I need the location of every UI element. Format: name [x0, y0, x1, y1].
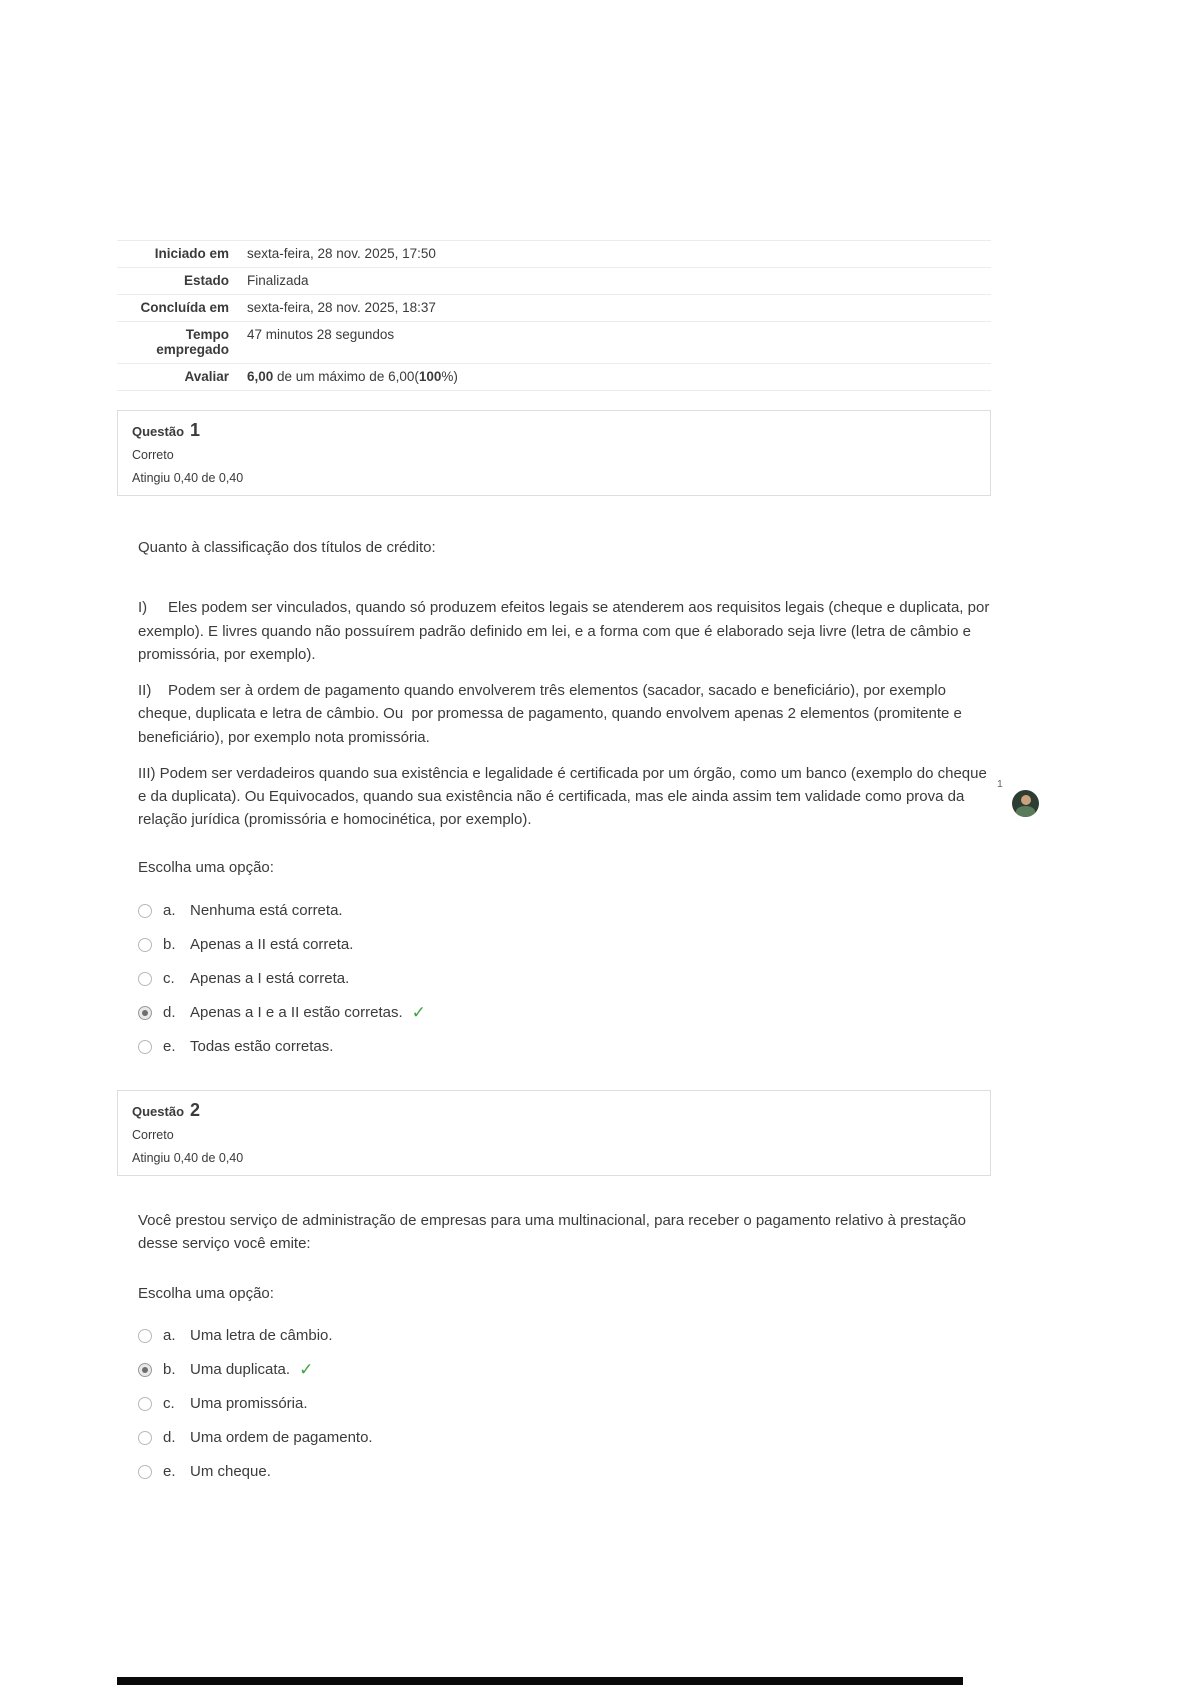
grade-score: 6,00 [247, 369, 274, 384]
option-letter: d. [163, 1004, 176, 1022]
answer-option-e[interactable] [138, 1037, 996, 1057]
radio-button[interactable] [138, 1465, 152, 1479]
option-letter: e. [163, 1038, 176, 1056]
option-letter: c. [163, 970, 175, 988]
avatar-shoulders [1016, 806, 1035, 817]
question-text: Você prestou serviço de administração de empresas para uma multinacional, para receber o pagamento relativo à prestação desse serviço você emite: [138, 1212, 966, 1253]
question-2-body [138, 1209, 996, 1496]
attempt-summary-table [117, 240, 991, 391]
question-item-ii: II) Podem ser à ordem de pagamento quando envolverem três elementos (sacador, sacado e beneficiário), por exemplo cheque, duplicata e letra de câmbio. Ou por promessa de pagamento, quando envolvem apenas 2 elementos (promitente e beneficiário), por exemplo nota promissória. [138, 682, 962, 746]
option-text: Uma promissória. [190, 1395, 308, 1413]
summary-label: Concluída em [117, 295, 247, 322]
option-letter: b. [163, 936, 176, 954]
avatar-head [1021, 795, 1031, 805]
option-text: Uma letra de câmbio. [190, 1327, 333, 1345]
summary-value: sexta-feira, 28 nov. 2025, 18:37 [247, 295, 991, 322]
option-text: Apenas a I está correta. [190, 970, 350, 988]
question-word: Questão [132, 1104, 185, 1119]
notification-count: 1 [997, 778, 1003, 790]
answer-option-e[interactable] [138, 1462, 996, 1482]
summary-row-grade [117, 364, 991, 391]
radio-button[interactable] [138, 1363, 152, 1377]
question-1-info-box [117, 410, 991, 496]
summary-label: Avaliar [117, 364, 247, 391]
option-text: Nenhuma está correta. [190, 902, 343, 920]
answer-option-d[interactable] [138, 1428, 996, 1448]
summary-value: 47 minutos 28 segundos [247, 322, 991, 364]
question-item-i: I) Eles podem ser vinculados, quando só produzem efeitos legais se atenderem aos requisitos legais (cheque e duplicata, por exemplo). E livres quando não possuírem padrão definido em lei, e a forma com que é elaborado seja livre (letra de câmbio e promissória, por exemplo). [138, 599, 990, 663]
radio-button[interactable] [138, 1006, 152, 1020]
summary-label: Estado [117, 268, 247, 295]
grade-percent: 100 [418, 369, 442, 384]
summary-label: Tempo empregado [117, 322, 247, 364]
option-letter: c. [163, 1395, 175, 1413]
user-avatar[interactable] [1012, 790, 1039, 817]
grade-suffix: %) [441, 369, 458, 384]
answer-option-b[interactable] [138, 1360, 996, 1380]
radio-button[interactable] [138, 1329, 152, 1343]
summary-value: sexta-feira, 28 nov. 2025, 17:50 [247, 241, 991, 268]
radio-button[interactable] [138, 1397, 152, 1411]
question-text: Quanto à classificação dos títulos de crédito: [138, 539, 436, 556]
answer-option-c[interactable] [138, 969, 996, 989]
summary-label: Iniciado em [117, 241, 247, 268]
summary-grade-value [247, 364, 991, 391]
option-text: Uma ordem de pagamento. [190, 1429, 373, 1447]
question-status: Correto [132, 448, 174, 462]
summary-value: Finalizada [247, 268, 991, 295]
summary-row-started [117, 241, 991, 268]
correct-check-icon: ✓ [299, 1360, 314, 1380]
grade-middle: de um máximo de 6,00( [273, 369, 419, 384]
answer-option-b[interactable] [138, 935, 996, 955]
question-status: Correto [132, 1128, 174, 1142]
question-number [132, 420, 976, 441]
radio-button[interactable] [138, 938, 152, 952]
option-letter: d. [163, 1429, 176, 1447]
radio-button[interactable] [138, 1431, 152, 1445]
choose-option-prompt: Escolha uma opção: [138, 858, 274, 876]
option-text: Uma duplicata. [190, 1361, 291, 1379]
question-grade: Atingiu 0,40 de 0,40 [132, 1151, 244, 1165]
answer-option-c[interactable] [138, 1394, 996, 1414]
question-1-body [138, 536, 996, 1071]
option-text: Todas estão corretas. [190, 1038, 334, 1056]
question-number [132, 1100, 976, 1121]
summary-row-completed [117, 295, 991, 322]
question-2-info-box [117, 1090, 991, 1176]
option-letter: b. [163, 1361, 176, 1379]
radio-button[interactable] [138, 1040, 152, 1054]
question-number-value: 1 [190, 420, 201, 440]
option-letter: e. [163, 1463, 176, 1481]
answer-option-a[interactable] [138, 1326, 996, 1346]
option-text: Apenas a I e a II estão corretas. [190, 1004, 403, 1022]
choose-option-prompt: Escolha uma opção: [138, 1284, 274, 1302]
answer-option-d[interactable] [138, 1003, 996, 1023]
radio-button[interactable] [138, 904, 152, 918]
option-letter: a. [163, 902, 176, 920]
bottom-cutoff-bar [117, 1677, 963, 1685]
option-text: Um cheque. [190, 1463, 271, 1481]
question-number-value: 2 [190, 1100, 201, 1120]
correct-check-icon: ✓ [411, 1003, 426, 1023]
question-word: Questão [132, 424, 185, 439]
answer-option-a[interactable] [138, 901, 996, 921]
option-letter: a. [163, 1327, 176, 1345]
question-item-iii: III) Podem ser verdadeiros quando sua existência e legalidade é certificada por um órgão, como um banco (exemplo do cheque e da duplicata). Ou Equivocados, quando sua existência não é certificada, mas ele ainda assim tem validade como prova da relação jurídica (promissória e homocinética, por exemplo). [138, 764, 987, 829]
radio-button[interactable] [138, 972, 152, 986]
question-grade: Atingiu 0,40 de 0,40 [132, 471, 244, 485]
summary-row-time-taken [117, 322, 991, 364]
summary-row-state [117, 268, 991, 295]
option-text: Apenas a II está correta. [190, 936, 354, 954]
